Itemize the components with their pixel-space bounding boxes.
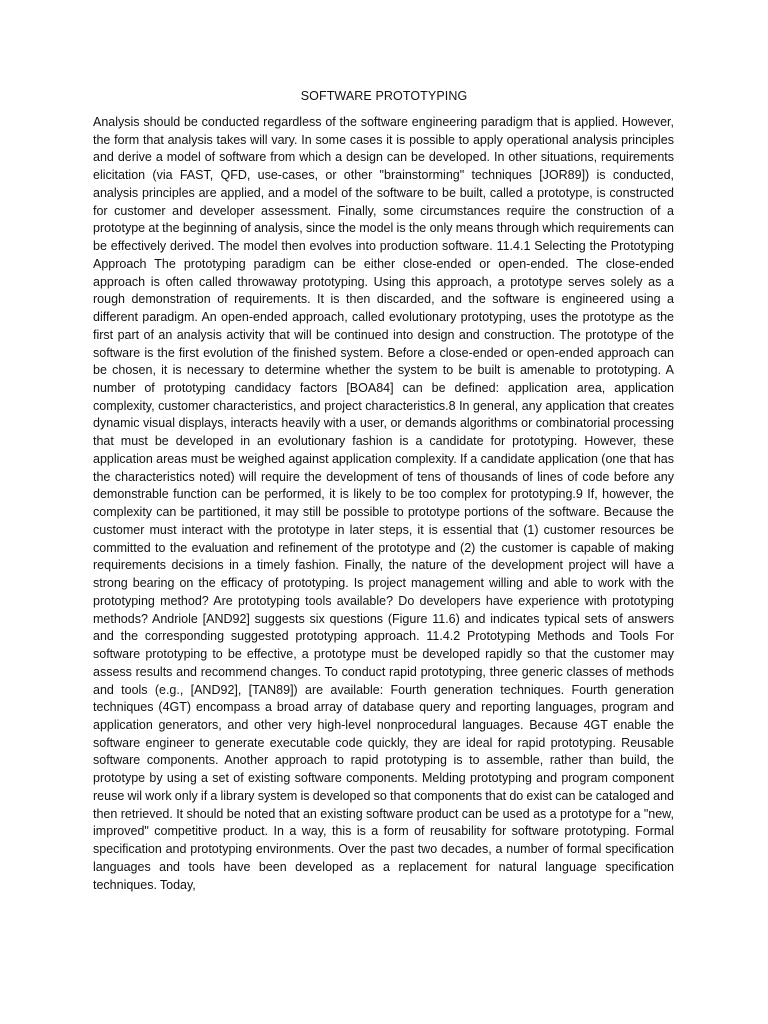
body-paragraph: Analysis should be conducted regardless of the software engineering paradigm that is applied. However, the form that analysis takes will vary. In some cases it is possible to apply operational analysis principles and derive a model of software from which a design can be developed. In other situations, requirements elicitation (via FAST, QFD, use-cases, or other "brainstorming" techniques [JOR89]) is conducted, analysis principles are applied, and a model of the software to be built, called a prototype, is constructed for customer and developer assessment. Finally, some circumstances require the construction of a prototype at the beginning of analysis, since the model is the only means through which requirements can be effectively derived. The model then evolves into production software. 11.4.1 Selecting the Prototyping Approach The prototyping paradigm can be either close-ended or open-ended. The close-ended approach is often called throwaway prototyping. Using this approach, a prototype serves solely as a rough demonstration of requirements. It is then discarded, and the software is engineered using a different paradigm. An open-ended approach, called evolutionary prototyping, uses the prototype as the first part of an analysis activity that will be continued into design and construction. The prototype of the software is the first evolution of the finished system. Before a close-ended or open-ended approach can be chosen, it is necessary to determine whether the system to be built is amenable to prototyping. A number of prototyping candidacy factors [BOA84] can be defined: application area, application complexity, customer characteristics, and project characteristics.8 In general, any application that creates dynamic visual displays, interacts heavily with a user, or demands algorithms or combinatorial processing that must be developed in an evolutionary fashion is a candidate for prototyping. However, these application areas must be weighed against application complexity. If a candidate application (one that has the characteristics noted) will require the development of tens of thousands of lines of code before any demonstrable function can be performed, it is likely to be too complex for prototyping.9 If, however, the complexity can be partitioned, it may still be possible to prototype portions of the software. Because the customer must interact with the prototype in later steps, it is essential that (1) customer resources be committed to the evaluation and refinement of the prototype and (2) the customer is capable of making requirements decisions in a timely fashion. Finally, the nature of the development project will have a strong bearing on the efficacy of prototyping. Is project management willing and able to work with the prototyping method? Are prototyping tools available? Do developers have experience with prototyping methods? Andriole [AND92] suggests six questions (Figure 11.6) and indicates typical sets of answers and the corresponding suggested prototyping approach. 11.4.2 Prototyping Methods and Tools For software prototyping to be effective, a prototype must be developed rapidly so that the customer may assess results and recommend changes. To conduct rapid prototyping, three generic classes of methods and tools (e.g., [AND92], [TAN89]) are available: Fourth generation techniques. Fourth generation techniques (4GT) encompass a broad array of database query and reporting languages, program and application generators, and other very high-level nonprocedural languages. Because 4GT enable the software engineer to generate executable code quickly, they are ideal for rapid prototyping. Reusable software components. Another approach to rapid prototyping is to assemble, rather than build, the prototype by using a set of existing software components. Melding prototyping and program component reuse wil work only if a library system is developed so that components that do exist can be cataloged and then retrieved. It should be noted that an existing software product can be used as a prototype for a "new, improved" competitive product. In a way, this is a form of reusability for software prototyping. Formal specification and prototyping environments. Over the past two decades, a number of formal specification languages and tools have been developed as a replacement for natural language specification techniques. Today,	[93, 115, 674, 892]
page-title: SOFTWARE PROTOTYPING	[300, 89, 468, 103]
